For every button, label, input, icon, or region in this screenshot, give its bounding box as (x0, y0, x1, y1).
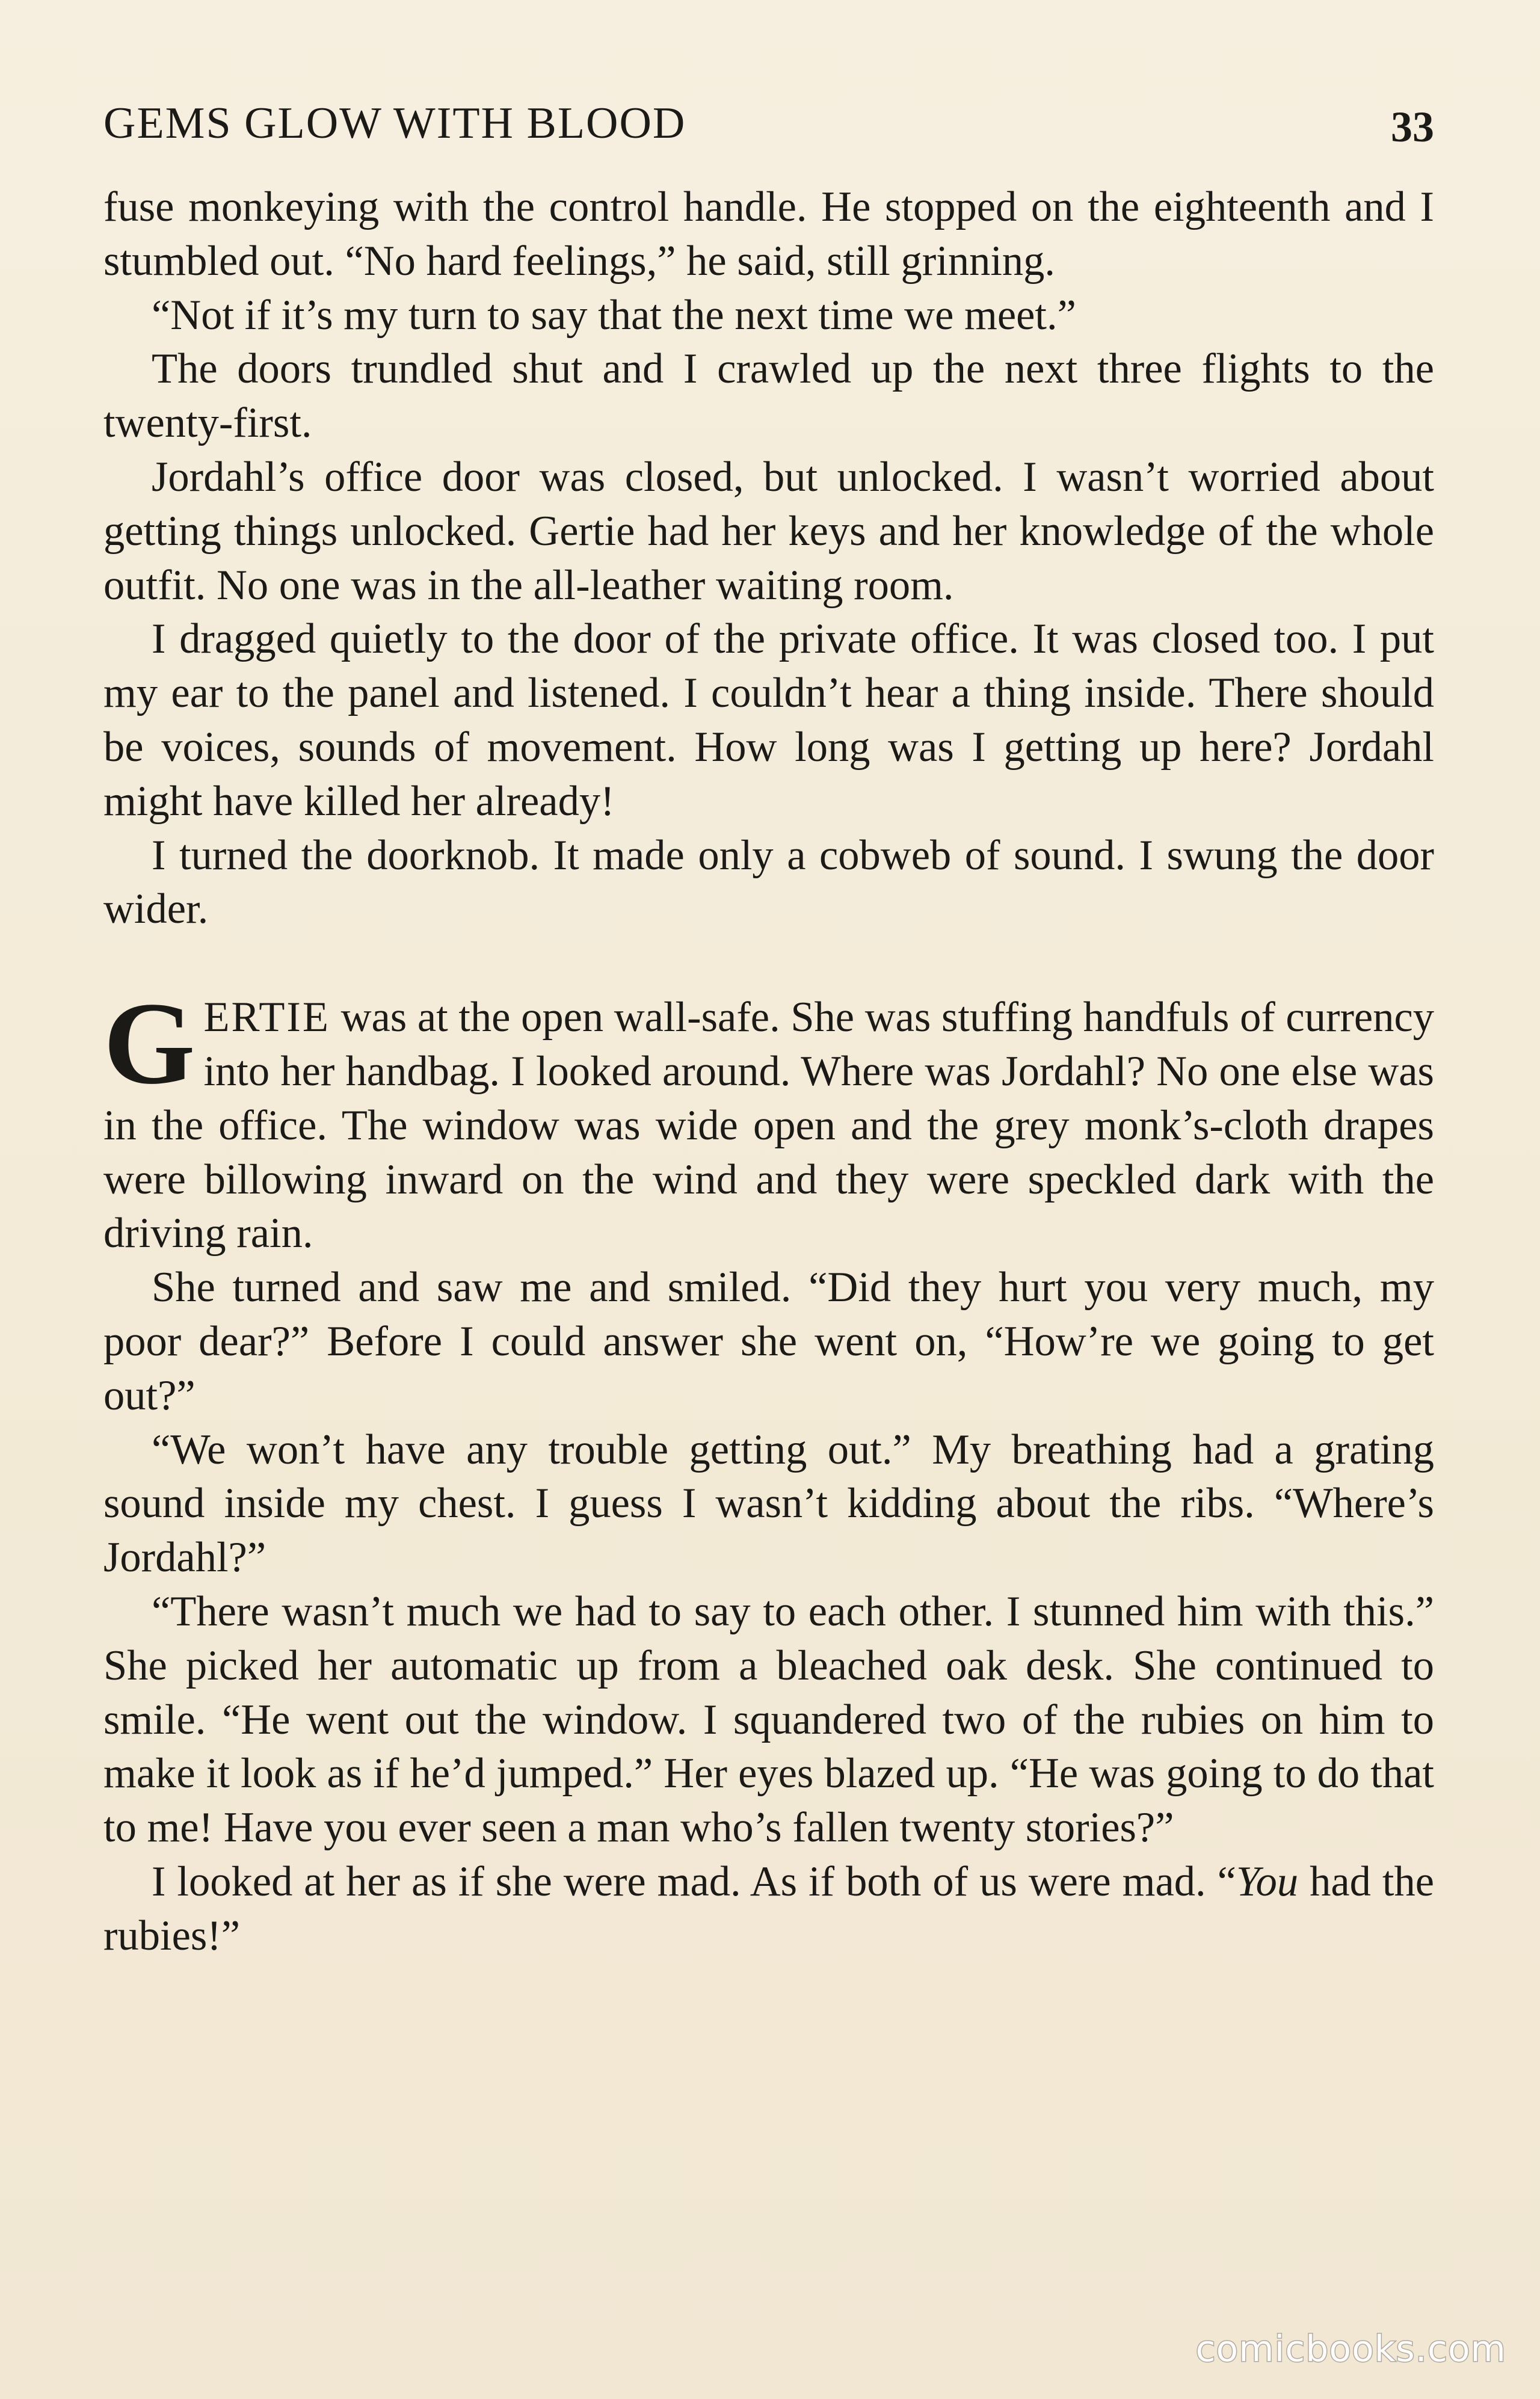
paragraph: She turned and saw me and smiled. “Did they hurt you very much, my poor dear?” Before I could answer she went on, “How’re we going to get out?” (103, 1264, 1434, 1419)
paragraph: “We won’t have any trouble getting out.” My breathing had a grating sound inside my chest. I guess I wasn’t kidding about the ribs. “Where’s Jordahl?” (103, 1426, 1434, 1581)
body-text (103, 180, 1434, 1963)
final-text-end: had the rubies!” (103, 1858, 1434, 1959)
paragraph: “There wasn’t much we had to say to each other. I stunned him with this.” She picked her automatic up from a bleached oak desk. She continued to smile. “He went out the window. I squandered two of the rubies on him to make it look as if he’d jumped.” Her eyes blazed up. “He was going to do that to me! Have you ever seen a man who’s fallen twenty stories?” (103, 1588, 1434, 1852)
paragraph-continued: fuse monkeying with the control handle. He stopped on the eighteenth and I stumbled out. “No hard feelings,” he said, still grinning. (103, 183, 1434, 285)
paragraph: I turned the doorknob. It made only a cobweb of sound. I swung the door wider. (103, 831, 1434, 933)
opening-text: was at the open wall-safe. She was stuffing handfuls of currency into her handbag. I looked around. Where was Jordahl? No one else was in the office. The window was wide open and the grey monk’s-cloth drapes were billowing inward on the wind and they were speckled dark with the driving rain. (103, 994, 1435, 1257)
section-opening-paragraph (103, 978, 1435, 1261)
final-text-start: I looked at her as if she were mad. As if both of us were mad. “ (152, 1858, 1236, 1905)
watermark: comicbooks.com (1195, 2328, 1506, 2370)
paragraph: Jordahl’s office door was closed, but unlocked. I wasn’t worried about getting things unlocked. Gertie had her keys and her knowledge of the whole outfit. No one was in the all-leather waiting room. (103, 453, 1434, 609)
emphasis-you: You (1236, 1858, 1299, 1905)
drop-cap: G (103, 978, 196, 1109)
paragraph-final (103, 1855, 1434, 1963)
page-header (103, 90, 1434, 156)
paragraph: “Not if it’s my turn to say that the next time we meet.” (152, 291, 1076, 339)
running-title: GEMS GLOW WITH BLOOD (103, 99, 686, 148)
lead-caps: ERTIE (203, 994, 330, 1041)
paragraph: The doors trundled shut and I crawled up the next three flights to the twenty-first. (103, 345, 1434, 447)
page-number: 33 (1391, 103, 1434, 151)
paragraph: I dragged quietly to the door of the private office. It was closed too. I put my ear to the panel and listened. I couldn’t hear a thing inside. There should be voices, sounds of movement. How long was I getting up here? Jordahl might have killed her already! (103, 615, 1434, 825)
